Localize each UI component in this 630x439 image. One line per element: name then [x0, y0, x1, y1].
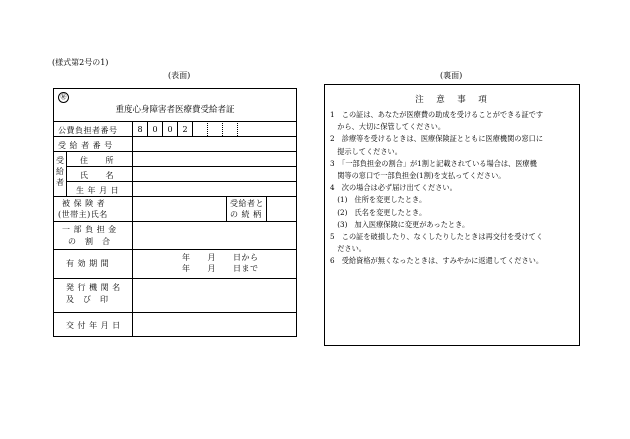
note-line: 4 次の場合は必ず届け出てください。 [330, 183, 457, 193]
note-line: 5 この証を破損したり、なくしたりしたときは再交付を受けてく [330, 232, 544, 242]
name-label: 氏 名 [80, 171, 114, 180]
back-pane-label: (裏面) [440, 71, 463, 80]
payer-digit: 0 [152, 125, 158, 134]
note-line: 3 「一部負担金の割合」が1割と記載されている場合は、医療機 [330, 158, 537, 168]
issuer-label-line2: 及 び 印 [66, 295, 109, 304]
insured-label-line2: (世帯主)氏名 [58, 210, 108, 219]
address-label: 住 所 [80, 156, 114, 165]
copay-label-line1: 一 部 負 担 金 [62, 225, 117, 234]
recipient-number-label: 受 給 者 番 号 [58, 141, 113, 150]
note-line: 提示してください。 [330, 146, 402, 156]
notes-title: 注 意 事 項 [415, 95, 489, 105]
note-line: 1 この証は、あなたが医療費の助成を受けることができる証です [330, 110, 544, 119]
certificate-title: 重度心身障害者医療費受給者証 [115, 105, 235, 115]
issuer-label-line1: 発 行 機 関 名 [66, 283, 121, 292]
certificate-back [324, 84, 580, 346]
confidential-seal-icon: ㊙ [58, 92, 69, 103]
relation-label-line2: の 続 柄 [230, 210, 262, 219]
front-pane-label: (表面) [168, 71, 191, 80]
note-line: (2) 氏名を変更したとき。 [330, 207, 427, 217]
relation-label-line1: 受給者と [230, 199, 264, 208]
note-line: 6 受給資格が無くなったときは、すみやかに返還してください。 [330, 256, 544, 266]
validity-from: 年 月 日から [182, 253, 259, 262]
birthdate-label: 生 年 月 日 [76, 186, 120, 195]
payer-digit: 0 [167, 125, 173, 134]
certificate-front [53, 88, 297, 337]
note-line: 関等の窓口で一部負担金(1割)を支払ってください。 [330, 171, 506, 181]
payer-number-label: 公費負担者番号 [58, 126, 118, 135]
validity-label: 有 効 期 間 [66, 259, 110, 268]
note-line: (1) 住所を変更したとき。 [330, 195, 427, 205]
insured-label-line1: 被 保 険 者 [62, 199, 106, 208]
note-line: から、大切に保管してください。 [330, 122, 446, 132]
copay-label-line2: の 割 合 [68, 237, 111, 246]
note-line: (3) 加入医療保険に変更があったとき。 [330, 219, 470, 229]
note-line: ださい。 [330, 244, 366, 254]
title-row [54, 89, 296, 122]
notes-list [330, 109, 578, 268]
validity-to: 年 月 日まで [182, 264, 259, 273]
payer-digit: 8 [137, 125, 143, 134]
recipient-group-label: 受給者 [56, 156, 65, 187]
payer-digit: 2 [182, 125, 188, 134]
issue-date-label: 交 付 年 月 日 [66, 321, 121, 330]
note-line: 2 診療等を受けるときは、医療保険証とともに医療機関の窓口に [330, 134, 544, 144]
form-number: (様式第2号の1) [52, 58, 109, 67]
